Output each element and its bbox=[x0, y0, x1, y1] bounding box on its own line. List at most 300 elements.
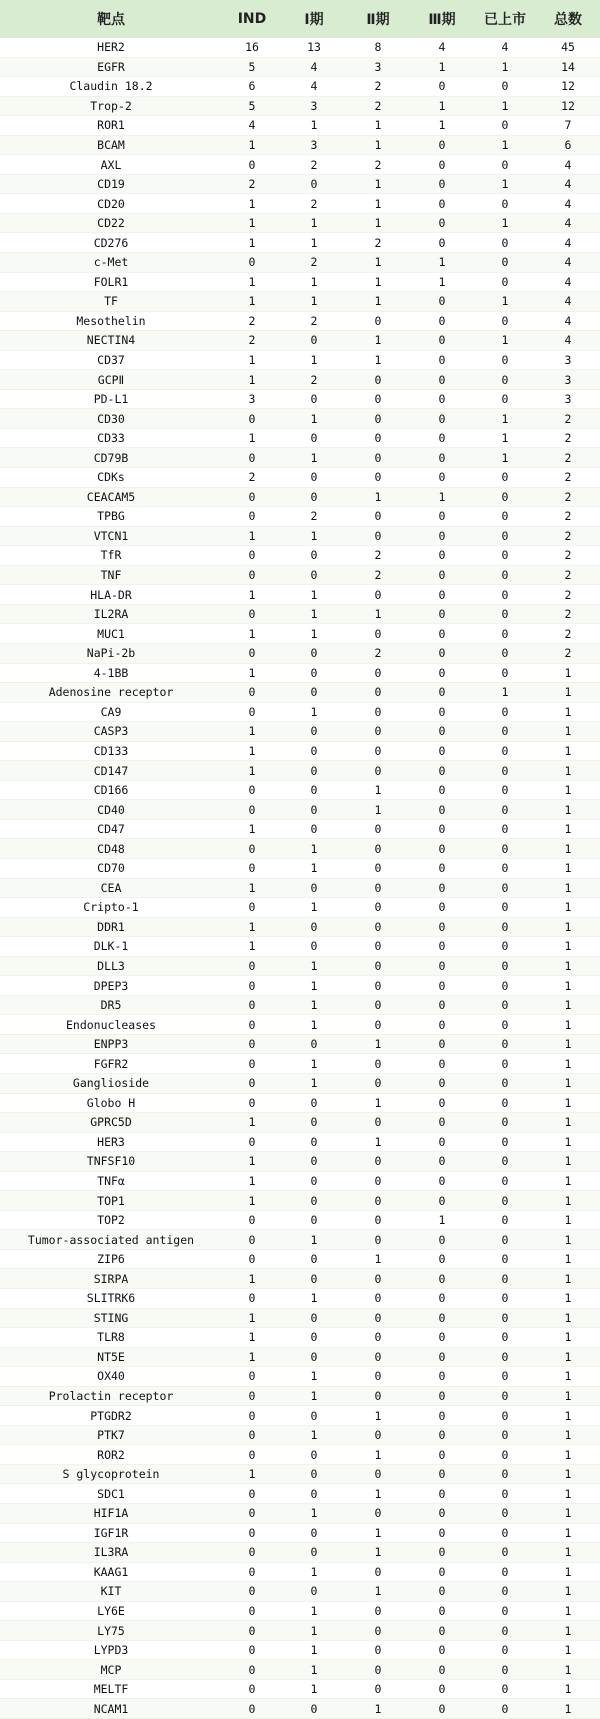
cell-phase-2: 0 bbox=[346, 428, 410, 448]
cell-total: 12 bbox=[536, 77, 600, 97]
cell-target: TF bbox=[0, 292, 222, 312]
cell-phase-1: 1 bbox=[282, 1679, 346, 1699]
cell-ind: 3 bbox=[222, 389, 282, 409]
cell-total: 1 bbox=[536, 1523, 600, 1543]
cell-ind: 0 bbox=[222, 1093, 282, 1113]
cell-marketed: 0 bbox=[474, 468, 536, 488]
cell-total: 2 bbox=[536, 468, 600, 488]
cell-target: HER3 bbox=[0, 1132, 222, 1152]
cell-ind: 16 bbox=[222, 38, 282, 57]
cell-total: 4 bbox=[536, 272, 600, 292]
cell-phase-1: 1 bbox=[282, 624, 346, 644]
cell-phase-2: 0 bbox=[346, 585, 410, 605]
cell-total: 2 bbox=[536, 643, 600, 663]
cell-phase-1: 0 bbox=[282, 331, 346, 351]
cell-ind: 6 bbox=[222, 77, 282, 97]
cell-marketed: 0 bbox=[474, 1152, 536, 1172]
cell-phase-3: 0 bbox=[410, 1191, 474, 1211]
table-row bbox=[0, 350, 600, 370]
cell-phase-3: 0 bbox=[410, 761, 474, 781]
cell-phase-1: 0 bbox=[282, 1543, 346, 1563]
cell-ind: 0 bbox=[222, 253, 282, 273]
cell-target: CASP3 bbox=[0, 722, 222, 742]
cell-phase-3: 0 bbox=[410, 839, 474, 859]
cell-phase-3: 0 bbox=[410, 213, 474, 233]
cell-target: TLR8 bbox=[0, 1328, 222, 1348]
cell-total: 2 bbox=[536, 487, 600, 507]
cell-phase-1: 1 bbox=[282, 213, 346, 233]
cell-marketed: 0 bbox=[474, 253, 536, 273]
cell-phase-2: 0 bbox=[346, 722, 410, 742]
cell-phase-3: 0 bbox=[410, 1562, 474, 1582]
cell-phase-3: 0 bbox=[410, 1464, 474, 1484]
cell-phase-3: 0 bbox=[410, 819, 474, 839]
cell-target: OX40 bbox=[0, 1367, 222, 1387]
table-row bbox=[0, 57, 600, 77]
cell-phase-2: 1 bbox=[346, 1445, 410, 1465]
table-row bbox=[0, 937, 600, 957]
cell-target: IGF1R bbox=[0, 1523, 222, 1543]
table-row bbox=[0, 448, 600, 468]
table-row bbox=[0, 1425, 600, 1445]
cell-total: 1 bbox=[536, 722, 600, 742]
cell-phase-1: 1 bbox=[282, 1073, 346, 1093]
cell-ind: 0 bbox=[222, 702, 282, 722]
cell-phase-2: 1 bbox=[346, 253, 410, 273]
cell-ind: 1 bbox=[222, 937, 282, 957]
cell-phase-2: 1 bbox=[346, 350, 410, 370]
cell-marketed: 0 bbox=[474, 780, 536, 800]
cell-total: 2 bbox=[536, 526, 600, 546]
cell-phase-2: 1 bbox=[346, 292, 410, 312]
cell-marketed: 0 bbox=[474, 1660, 536, 1680]
table-row bbox=[0, 272, 600, 292]
cell-phase-2: 1 bbox=[346, 1132, 410, 1152]
cell-ind: 1 bbox=[222, 917, 282, 937]
cell-phase-1: 1 bbox=[282, 233, 346, 253]
cell-ind: 0 bbox=[222, 1073, 282, 1093]
cell-total: 1 bbox=[536, 1621, 600, 1641]
cell-total: 2 bbox=[536, 409, 600, 429]
cell-phase-2: 2 bbox=[346, 565, 410, 585]
table-row bbox=[0, 976, 600, 996]
table-row bbox=[0, 1093, 600, 1113]
cell-phase-2: 1 bbox=[346, 1523, 410, 1543]
cell-target: AXL bbox=[0, 155, 222, 175]
cell-phase-3: 0 bbox=[410, 858, 474, 878]
cell-phase-1: 0 bbox=[282, 878, 346, 898]
cell-ind: 1 bbox=[222, 1328, 282, 1348]
cell-total: 4 bbox=[536, 155, 600, 175]
cell-phase-1: 1 bbox=[282, 604, 346, 624]
cell-ind: 0 bbox=[222, 643, 282, 663]
cell-phase-2: 0 bbox=[346, 702, 410, 722]
cell-marketed: 0 bbox=[474, 546, 536, 566]
cell-total: 1 bbox=[536, 1171, 600, 1191]
cell-phase-1: 0 bbox=[282, 1249, 346, 1269]
cell-marketed: 0 bbox=[474, 116, 536, 136]
table-row bbox=[0, 1034, 600, 1054]
cell-ind: 1 bbox=[222, 722, 282, 742]
cell-target: LY75 bbox=[0, 1621, 222, 1641]
cell-ind: 0 bbox=[222, 683, 282, 703]
cell-marketed: 0 bbox=[474, 507, 536, 527]
cell-phase-1: 0 bbox=[282, 1171, 346, 1191]
cell-total: 1 bbox=[536, 937, 600, 957]
cell-marketed: 0 bbox=[474, 722, 536, 742]
cell-phase-2: 0 bbox=[346, 976, 410, 996]
cell-total: 1 bbox=[536, 1504, 600, 1524]
cell-marketed: 0 bbox=[474, 1171, 536, 1191]
cell-marketed: 0 bbox=[474, 1210, 536, 1230]
cell-phase-3: 1 bbox=[410, 487, 474, 507]
cell-phase-2: 2 bbox=[346, 643, 410, 663]
cell-phase-3: 0 bbox=[410, 448, 474, 468]
table-row bbox=[0, 1249, 600, 1269]
cell-total: 14 bbox=[536, 57, 600, 77]
cell-phase-1: 1 bbox=[282, 898, 346, 918]
cell-target: HER2 bbox=[0, 38, 222, 57]
cell-target: KIT bbox=[0, 1582, 222, 1602]
cell-target: NCAM1 bbox=[0, 1699, 222, 1719]
table-row bbox=[0, 663, 600, 683]
cell-phase-3: 1 bbox=[410, 116, 474, 136]
cell-marketed: 1 bbox=[474, 292, 536, 312]
cell-phase-3: 0 bbox=[410, 604, 474, 624]
cell-target: DLL3 bbox=[0, 956, 222, 976]
cell-total: 3 bbox=[536, 389, 600, 409]
cell-ind: 0 bbox=[222, 1640, 282, 1660]
cell-marketed: 0 bbox=[474, 1386, 536, 1406]
cell-marketed: 0 bbox=[474, 1445, 536, 1465]
cell-phase-2: 0 bbox=[346, 1113, 410, 1133]
cell-marketed: 1 bbox=[474, 174, 536, 194]
table-row bbox=[0, 565, 600, 585]
cell-phase-2: 0 bbox=[346, 409, 410, 429]
cell-phase-3: 0 bbox=[410, 1093, 474, 1113]
cell-ind: 0 bbox=[222, 1523, 282, 1543]
cell-marketed: 1 bbox=[474, 683, 536, 703]
cell-marketed: 0 bbox=[474, 311, 536, 331]
cell-ind: 0 bbox=[222, 1132, 282, 1152]
cell-target: FGFR2 bbox=[0, 1054, 222, 1074]
cell-target: CD79B bbox=[0, 448, 222, 468]
cell-ind: 0 bbox=[222, 1367, 282, 1387]
cell-ind: 0 bbox=[222, 1660, 282, 1680]
cell-target: TNF bbox=[0, 565, 222, 585]
cell-phase-3: 0 bbox=[410, 135, 474, 155]
cell-phase-1: 0 bbox=[282, 780, 346, 800]
cell-ind: 1 bbox=[222, 292, 282, 312]
cell-phase-3: 0 bbox=[410, 546, 474, 566]
cell-marketed: 1 bbox=[474, 331, 536, 351]
table-row bbox=[0, 468, 600, 488]
cell-phase-2: 0 bbox=[346, 663, 410, 683]
cell-phase-3: 0 bbox=[410, 722, 474, 742]
cell-total: 1 bbox=[536, 956, 600, 976]
cell-total: 1 bbox=[536, 1660, 600, 1680]
cell-marketed: 0 bbox=[474, 976, 536, 996]
cell-ind: 0 bbox=[222, 565, 282, 585]
cell-total: 1 bbox=[536, 1230, 600, 1250]
cell-phase-1: 0 bbox=[282, 800, 346, 820]
cell-phase-3: 0 bbox=[410, 1308, 474, 1328]
table-row bbox=[0, 1308, 600, 1328]
cell-ind: 0 bbox=[222, 1210, 282, 1230]
table-row bbox=[0, 1289, 600, 1309]
cell-phase-3: 0 bbox=[410, 233, 474, 253]
cell-marketed: 0 bbox=[474, 1249, 536, 1269]
cell-total: 2 bbox=[536, 585, 600, 605]
cell-phase-3: 0 bbox=[410, 174, 474, 194]
cell-phase-1: 1 bbox=[282, 995, 346, 1015]
cell-total: 1 bbox=[536, 839, 600, 859]
cell-marketed: 1 bbox=[474, 57, 536, 77]
cell-phase-1: 0 bbox=[282, 1406, 346, 1426]
table-row bbox=[0, 1328, 600, 1348]
cell-total: 1 bbox=[536, 1445, 600, 1465]
cell-target: TfR bbox=[0, 546, 222, 566]
cell-phase-1: 0 bbox=[282, 1210, 346, 1230]
cell-total: 1 bbox=[536, 878, 600, 898]
cell-marketed: 0 bbox=[474, 585, 536, 605]
cell-phase-3: 0 bbox=[410, 1113, 474, 1133]
cell-target: ROR2 bbox=[0, 1445, 222, 1465]
table-row bbox=[0, 1386, 600, 1406]
table-row bbox=[0, 1132, 600, 1152]
cell-target: Ganglioside bbox=[0, 1073, 222, 1093]
cell-target: CD133 bbox=[0, 741, 222, 761]
cell-phase-2: 0 bbox=[346, 819, 410, 839]
cell-marketed: 0 bbox=[474, 1113, 536, 1133]
cell-ind: 0 bbox=[222, 1562, 282, 1582]
cell-marketed: 0 bbox=[474, 194, 536, 214]
cell-total: 1 bbox=[536, 1113, 600, 1133]
cell-total: 1 bbox=[536, 683, 600, 703]
cell-marketed: 0 bbox=[474, 1484, 536, 1504]
table-row bbox=[0, 702, 600, 722]
cell-phase-3: 0 bbox=[410, 1660, 474, 1680]
cell-phase-2: 1 bbox=[346, 1543, 410, 1563]
cell-phase-2: 3 bbox=[346, 57, 410, 77]
cell-phase-1: 1 bbox=[282, 116, 346, 136]
cell-marketed: 0 bbox=[474, 1034, 536, 1054]
cell-ind: 0 bbox=[222, 1543, 282, 1563]
cell-phase-1: 1 bbox=[282, 1289, 346, 1309]
table-row bbox=[0, 1504, 600, 1524]
table-row bbox=[0, 878, 600, 898]
cell-phase-1: 0 bbox=[282, 722, 346, 742]
cell-total: 1 bbox=[536, 1406, 600, 1426]
cell-phase-3: 0 bbox=[410, 683, 474, 703]
cell-phase-3: 0 bbox=[410, 624, 474, 644]
cell-phase-2: 0 bbox=[346, 956, 410, 976]
cell-phase-1: 3 bbox=[282, 135, 346, 155]
cell-ind: 1 bbox=[222, 1171, 282, 1191]
cell-phase-3: 0 bbox=[410, 1034, 474, 1054]
cell-marketed: 0 bbox=[474, 1562, 536, 1582]
cell-phase-1: 2 bbox=[282, 311, 346, 331]
cell-total: 1 bbox=[536, 1601, 600, 1621]
cell-total: 1 bbox=[536, 1347, 600, 1367]
cell-phase-2: 0 bbox=[346, 878, 410, 898]
cell-target: S glycoprotein bbox=[0, 1464, 222, 1484]
cell-ind: 0 bbox=[222, 1445, 282, 1465]
cell-marketed: 0 bbox=[474, 1679, 536, 1699]
cell-total: 1 bbox=[536, 819, 600, 839]
cell-total: 1 bbox=[536, 858, 600, 878]
cell-phase-1: 0 bbox=[282, 1328, 346, 1348]
cell-target: PTGDR2 bbox=[0, 1406, 222, 1426]
cell-phase-2: 0 bbox=[346, 741, 410, 761]
cell-phase-1: 1 bbox=[282, 858, 346, 878]
cell-total: 3 bbox=[536, 370, 600, 390]
cell-phase-1: 0 bbox=[282, 174, 346, 194]
cell-target: TOP1 bbox=[0, 1191, 222, 1211]
cell-phase-1: 0 bbox=[282, 468, 346, 488]
cell-phase-3: 0 bbox=[410, 428, 474, 448]
cell-phase-2: 0 bbox=[346, 1679, 410, 1699]
cell-phase-3: 0 bbox=[410, 1504, 474, 1524]
cell-marketed: 0 bbox=[474, 917, 536, 937]
cell-phase-3: 0 bbox=[410, 1367, 474, 1387]
cell-target: CD147 bbox=[0, 761, 222, 781]
cell-total: 4 bbox=[536, 213, 600, 233]
cell-total: 12 bbox=[536, 96, 600, 116]
cell-phase-2: 2 bbox=[346, 546, 410, 566]
cell-phase-2: 1 bbox=[346, 213, 410, 233]
cell-ind: 1 bbox=[222, 1113, 282, 1133]
table-row bbox=[0, 526, 600, 546]
cell-target: NECTIN4 bbox=[0, 331, 222, 351]
table-row bbox=[0, 1484, 600, 1504]
table-row bbox=[0, 389, 600, 409]
table-row bbox=[0, 1054, 600, 1074]
cell-ind: 1 bbox=[222, 526, 282, 546]
cell-target: Adenosine receptor bbox=[0, 683, 222, 703]
cell-phase-3: 0 bbox=[410, 370, 474, 390]
table-body bbox=[0, 38, 600, 1719]
cell-phase-3: 0 bbox=[410, 1269, 474, 1289]
table-row bbox=[0, 1445, 600, 1465]
cell-target: ENPP3 bbox=[0, 1034, 222, 1054]
cell-ind: 0 bbox=[222, 858, 282, 878]
cell-total: 1 bbox=[536, 1328, 600, 1348]
cell-total: 45 bbox=[536, 38, 600, 57]
cell-target: IL3RA bbox=[0, 1543, 222, 1563]
cell-ind: 0 bbox=[222, 1289, 282, 1309]
cell-phase-3: 0 bbox=[410, 1621, 474, 1641]
cell-phase-2: 0 bbox=[346, 858, 410, 878]
cell-phase-2: 1 bbox=[346, 272, 410, 292]
cell-target: LYPD3 bbox=[0, 1640, 222, 1660]
cell-total: 4 bbox=[536, 253, 600, 273]
cell-phase-3: 0 bbox=[410, 956, 474, 976]
cell-phase-2: 0 bbox=[346, 1073, 410, 1093]
cell-phase-3: 0 bbox=[410, 878, 474, 898]
cell-phase-1: 0 bbox=[282, 1132, 346, 1152]
cell-ind: 0 bbox=[222, 1386, 282, 1406]
cell-phase-2: 0 bbox=[346, 448, 410, 468]
cell-phase-3: 0 bbox=[410, 331, 474, 351]
cell-target: DLK-1 bbox=[0, 937, 222, 957]
cell-ind: 0 bbox=[222, 507, 282, 527]
table-row bbox=[0, 292, 600, 312]
cell-phase-1: 0 bbox=[282, 819, 346, 839]
cell-target: Mesothelin bbox=[0, 311, 222, 331]
cell-marketed: 0 bbox=[474, 1328, 536, 1348]
table-row bbox=[0, 1640, 600, 1660]
cell-phase-2: 1 bbox=[346, 1484, 410, 1504]
cell-phase-1: 0 bbox=[282, 761, 346, 781]
cell-marketed: 0 bbox=[474, 1308, 536, 1328]
cell-phase-2: 0 bbox=[346, 1464, 410, 1484]
cell-phase-1: 0 bbox=[282, 565, 346, 585]
cell-marketed: 0 bbox=[474, 1132, 536, 1152]
cell-target: DR5 bbox=[0, 995, 222, 1015]
cell-ind: 0 bbox=[222, 409, 282, 429]
cell-target: 4-1BB bbox=[0, 663, 222, 683]
cell-phase-1: 1 bbox=[282, 350, 346, 370]
cell-target: CD22 bbox=[0, 213, 222, 233]
cell-total: 2 bbox=[536, 624, 600, 644]
cell-phase-2: 0 bbox=[346, 1367, 410, 1387]
cell-ind: 0 bbox=[222, 1034, 282, 1054]
table-row bbox=[0, 995, 600, 1015]
cell-phase-3: 1 bbox=[410, 57, 474, 77]
cell-phase-2: 2 bbox=[346, 233, 410, 253]
cell-target: PTK7 bbox=[0, 1425, 222, 1445]
cell-marketed: 0 bbox=[474, 389, 536, 409]
cell-phase-2: 0 bbox=[346, 1328, 410, 1348]
cell-phase-1: 1 bbox=[282, 1601, 346, 1621]
cell-phase-2: 0 bbox=[346, 1660, 410, 1680]
table-row bbox=[0, 1015, 600, 1035]
table-row bbox=[0, 38, 600, 57]
table-row bbox=[0, 135, 600, 155]
cell-total: 1 bbox=[536, 1210, 600, 1230]
cell-target: Claudin 18.2 bbox=[0, 77, 222, 97]
cell-marketed: 0 bbox=[474, 1425, 536, 1445]
cell-marketed: 0 bbox=[474, 1582, 536, 1602]
cell-ind: 1 bbox=[222, 272, 282, 292]
cell-total: 2 bbox=[536, 546, 600, 566]
cell-total: 1 bbox=[536, 761, 600, 781]
table-row bbox=[0, 1073, 600, 1093]
cell-phase-2: 0 bbox=[346, 839, 410, 859]
cell-phase-1: 2 bbox=[282, 253, 346, 273]
table-row bbox=[0, 819, 600, 839]
table-row bbox=[0, 253, 600, 273]
cell-ind: 2 bbox=[222, 331, 282, 351]
cell-target: DPEP3 bbox=[0, 976, 222, 996]
cell-ind: 1 bbox=[222, 194, 282, 214]
cell-target: CD70 bbox=[0, 858, 222, 878]
table-row bbox=[0, 428, 600, 448]
cell-phase-1: 1 bbox=[282, 1054, 346, 1074]
cell-marketed: 0 bbox=[474, 1367, 536, 1387]
cell-target: KAAG1 bbox=[0, 1562, 222, 1582]
table-row bbox=[0, 96, 600, 116]
cell-total: 1 bbox=[536, 780, 600, 800]
cell-total: 1 bbox=[536, 1464, 600, 1484]
cell-ind: 5 bbox=[222, 96, 282, 116]
cell-target: PD-L1 bbox=[0, 389, 222, 409]
cell-target: CD20 bbox=[0, 194, 222, 214]
cell-phase-2: 0 bbox=[346, 1210, 410, 1230]
cell-phase-1: 1 bbox=[282, 839, 346, 859]
cell-total: 1 bbox=[536, 1132, 600, 1152]
